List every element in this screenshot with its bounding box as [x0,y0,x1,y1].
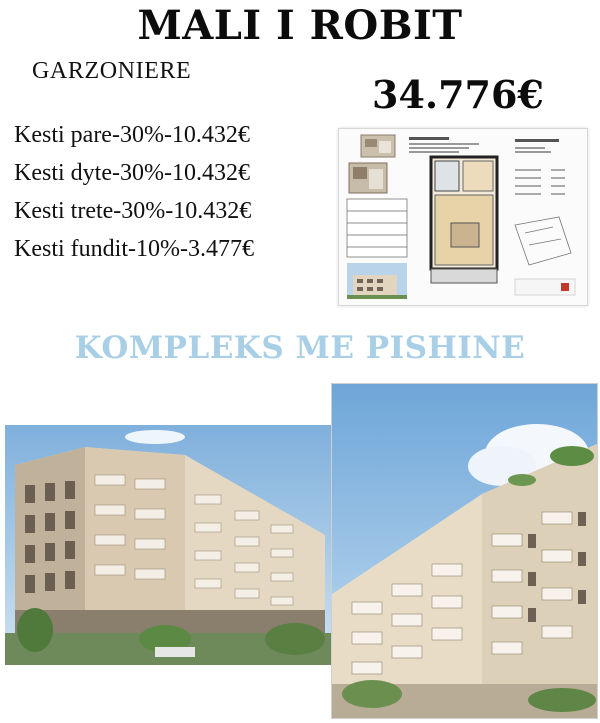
room-3d-thumbnail [361,135,395,157]
property-type: GARZONIERE [32,58,192,84]
installment-list [14,116,334,268]
facade-elevation-thumbnail [347,199,407,257]
building-render-left [5,425,332,665]
amenity-banner: KOMPLEKS ME PISHINE [74,330,526,366]
installment-item: Kesti trete-30%-10.432€ [14,198,252,224]
room-3d-thumbnail [349,163,387,193]
installment-item: Kesti pare-30%-10.432€ [14,122,250,148]
total-price: 34.776€ [372,72,544,117]
floor-plan-image [338,128,588,306]
installment-item: Kesti dyte-30%-10.432€ [14,160,250,186]
building-photo-thumbnail [347,263,407,299]
building-render-right [331,383,598,719]
site-plan-thumbnail [515,217,571,265]
page-title: MALI I ROBIT [137,2,463,49]
installment-item: Kesti fundit-10%-3.477€ [14,236,254,262]
apartment-floor-plan [431,157,497,283]
